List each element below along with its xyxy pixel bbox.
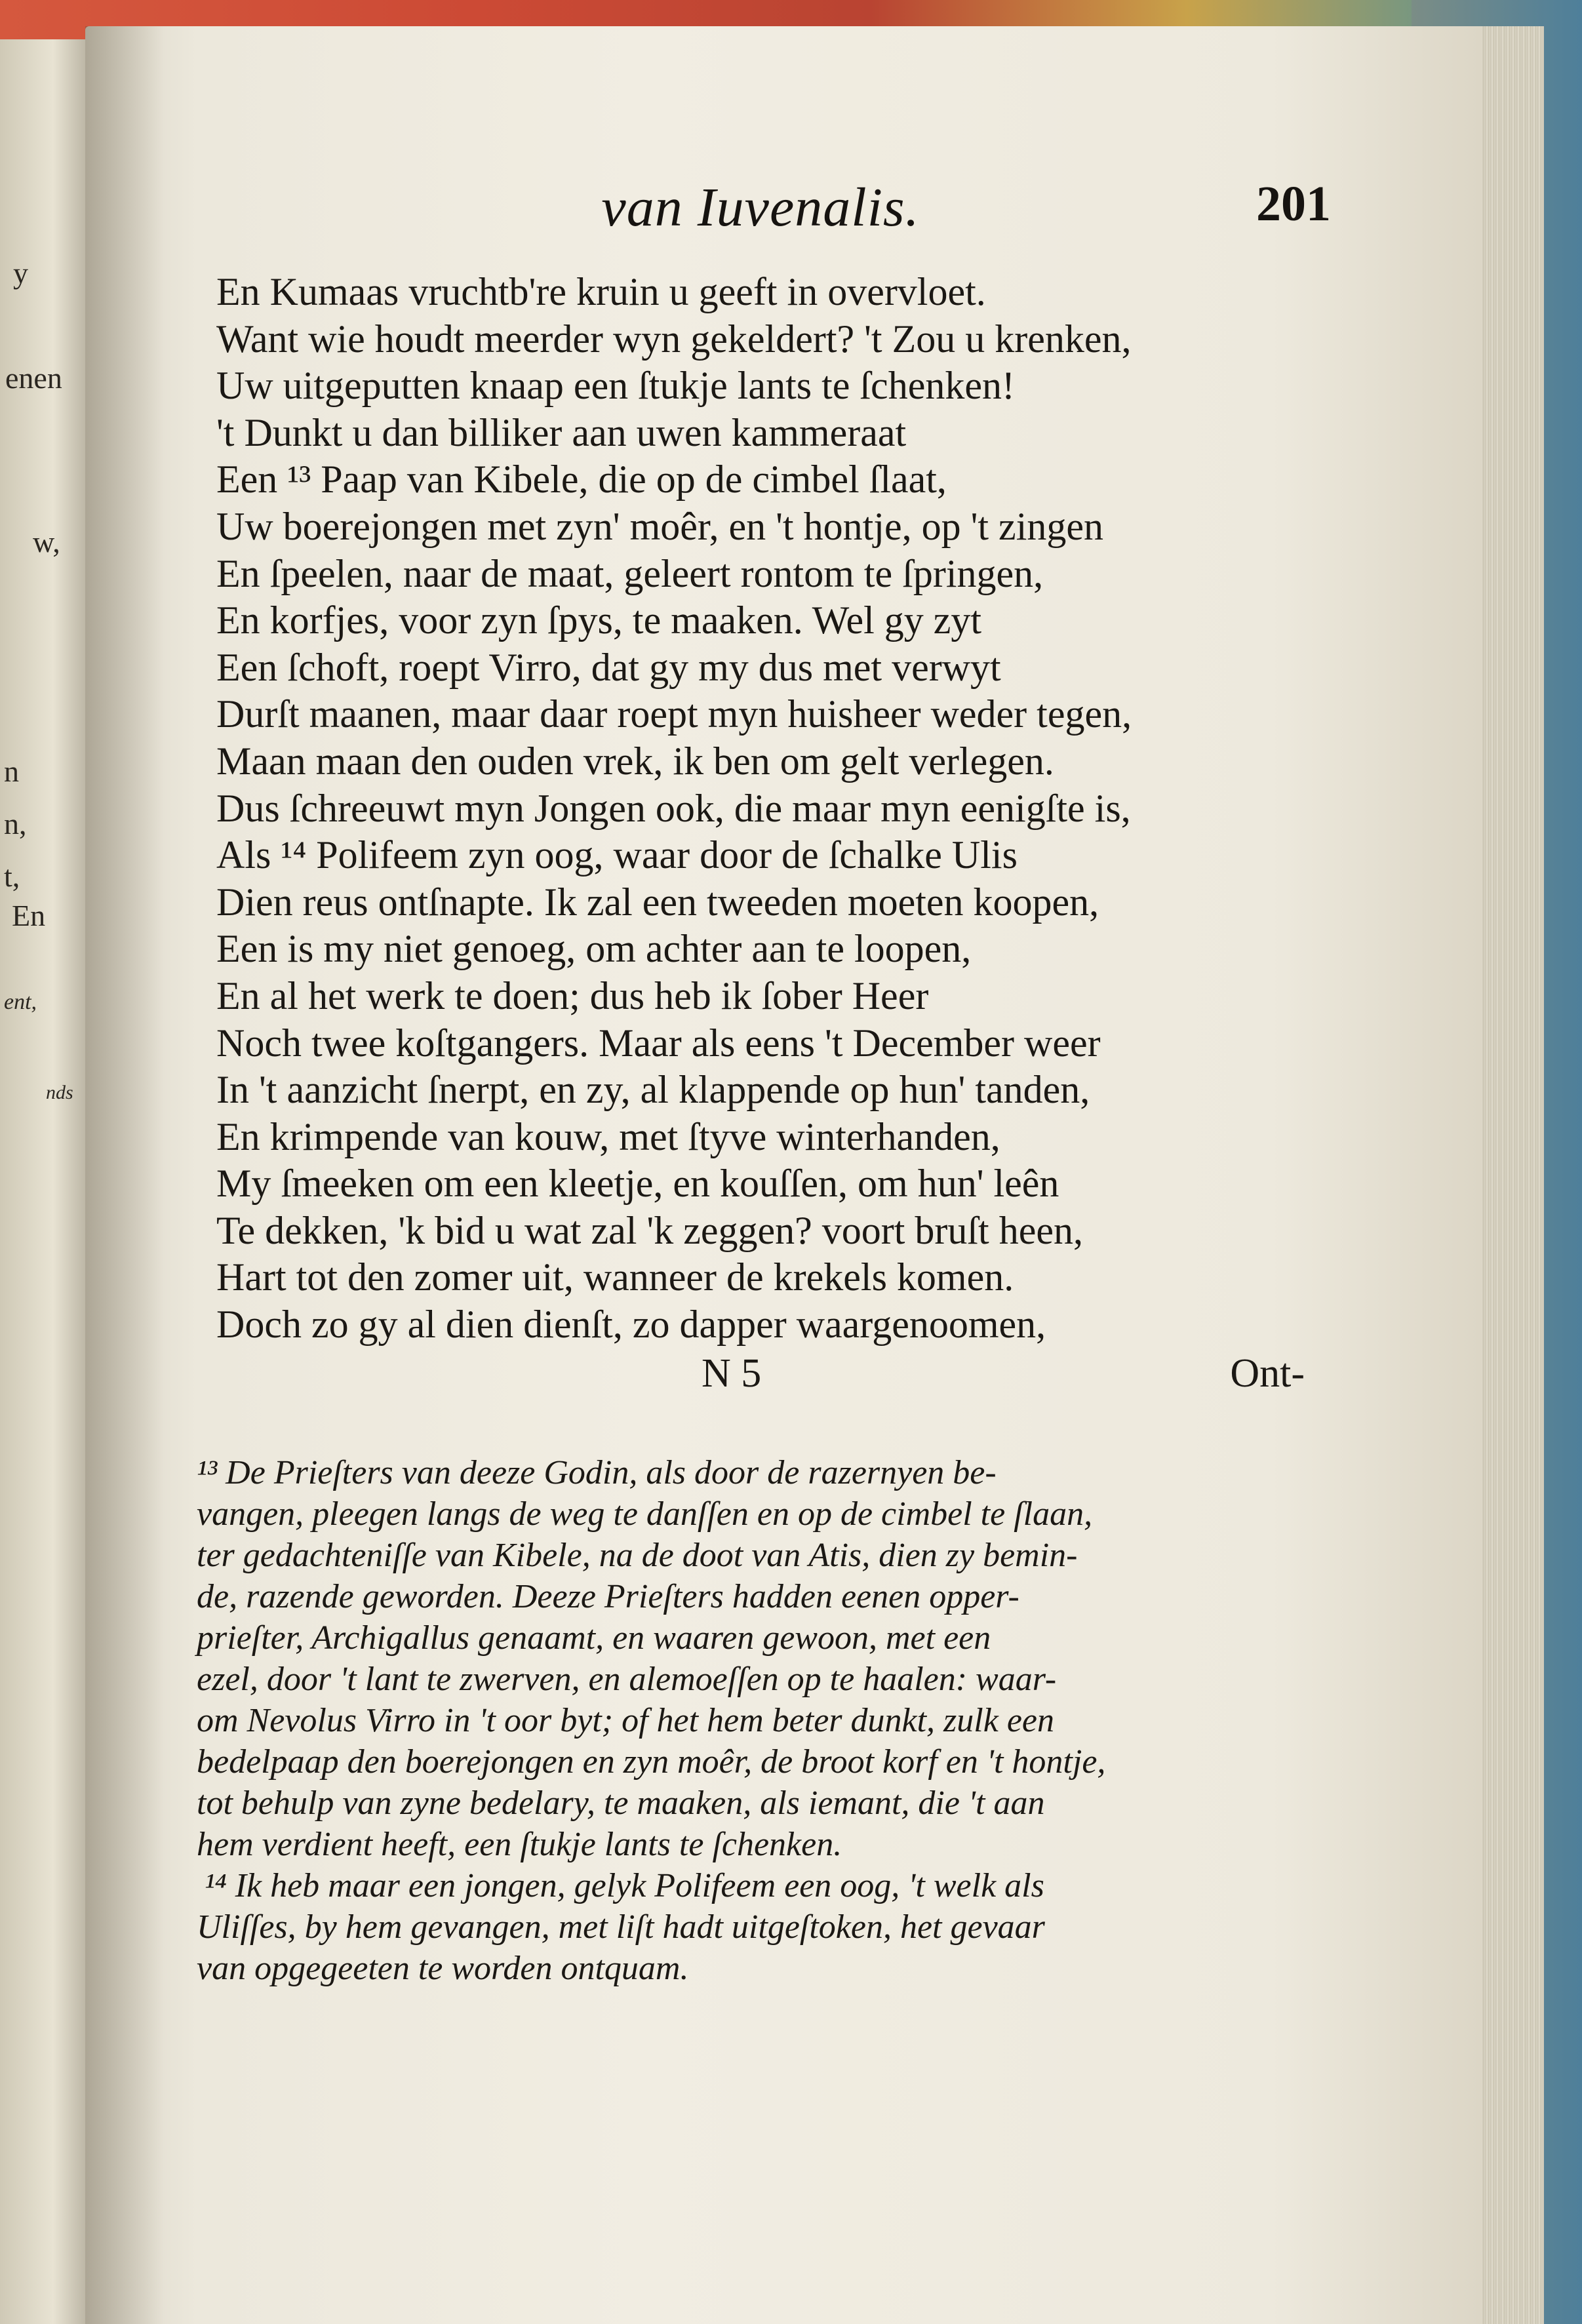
footnote-line: ter gedachteniſſe van Kibele, na de doot van Atis, dien zy bemin- — [197, 1537, 1078, 1574]
verse-line: Noch twee koſtgangers. Maar als eens 't December weer — [216, 1021, 1101, 1065]
footnote-line: vangen, pleegen langs de weg te danſſen en op de cimbel te ſlaan, — [197, 1495, 1093, 1533]
fragment: n — [4, 755, 19, 788]
catchline — [675, 1350, 1305, 1403]
verse-block — [216, 269, 1318, 1349]
verse-line: Maan maan den ouden vrek, ik ben om gelt verlegen. — [216, 739, 1054, 783]
footnote-line: bedelpaap den boerejongen en zyn moêr, de broot korf en 't hontje, — [197, 1743, 1106, 1781]
footnote-line: ¹³ De Prieſters van deeze Godin, als door de razernyen be- — [197, 1454, 997, 1491]
verse-line: En korfjes, voor zyn ſpys, te maaken. Wel gy zyt — [216, 599, 982, 642]
signature-mark: N 5 — [702, 1351, 762, 1396]
fragment: n, — [4, 807, 27, 840]
facing-page-text — [0, 216, 82, 1462]
verse-line: Hart tot den zomer uit, wanneer de krekels komen. — [216, 1255, 1014, 1299]
page-edges — [1478, 26, 1544, 2324]
verse-line: Een ſchoft, roept Virro, dat gy my dus met verwyt — [216, 645, 1001, 689]
verse-line: Durſt maanen, maar daar roept myn huisheer weder tegen, — [216, 692, 1132, 736]
verse-line: My ſmeeken om een kleetje, en kouſſen, om hun' leên — [216, 1162, 1059, 1206]
verse-line: Uw uitgeputten knaap een ſtukje lants te ſchenken! — [216, 364, 1015, 408]
verse-line: Een ¹³ Paap van Kibele, die op de cimbel ſlaat, — [216, 458, 947, 502]
verse-line: Als ¹⁴ Polifeem zyn oog, waar door de ſchalke Ulis — [216, 833, 1018, 877]
running-title: van Iuvenalis. — [601, 177, 920, 238]
footnote-line: de, razende geworden. Deeze Prieſters hadden eenen opper- — [197, 1578, 1019, 1615]
verse-line: En krimpende van kouw, met ſtyve winterhanden, — [216, 1114, 1000, 1158]
page-number: 201 — [1256, 176, 1331, 231]
book-page — [85, 26, 1482, 2324]
footnote-line: hem verdient heeft, een ſtukje lants te ſchenken. — [197, 1826, 842, 1863]
verse-line: En al het werk te doen; dus heb ik ſober Heer — [216, 974, 929, 1017]
footnote-line: Uliſſes, by hem gevangen, met liſt hadt uitgeſtoken, het gevaar — [197, 1908, 1045, 1946]
fragment: t, — [4, 859, 20, 893]
verse-line: Uw boerejongen met zyn' moêr, en 't hontje, op 't zingen — [216, 504, 1103, 548]
verse-line: 't Dunkt u dan billiker aan uwen kammeraat — [216, 410, 907, 454]
verse-line: Doch zo gy al dien dienſt, zo dapper waargenoomen, — [216, 1303, 1046, 1347]
verse-line: En Kumaas vruchtb're kruin u geeft in overvloet. — [216, 270, 986, 313]
catchword: Ont- — [1230, 1351, 1305, 1396]
footnote-line: ¹⁴ Ik heb maar een jongen, gelyk Polifeem een oog, 't welk als — [205, 1867, 1044, 1904]
fragment: ent, — [4, 990, 37, 1014]
verse-line: In 't aanzicht ſnerpt, en zy, al klappende op hun' tanden, — [216, 1068, 1090, 1112]
fragment: nds — [46, 1082, 73, 1103]
footnote-line: prieſter, Archigallus genaamt, en waaren gewoon, met een — [197, 1619, 991, 1657]
verse-line: Dus ſchreeuwt myn Jongen ook, die maar myn eenigſte is, — [216, 786, 1131, 830]
verse-line: Dien reus ontſnapte. Ik zal een tweeden moeten koopen, — [216, 880, 1099, 924]
footnote-line: ezel, door 't lant te zwerven, en alemoeſſen op te haalen: waar- — [197, 1661, 1057, 1698]
footnotes — [197, 1452, 1305, 1989]
footnote-line: tot behulp van zyne bedelary, te maaken, als iemant, die 't aan — [197, 1784, 1045, 1822]
verse-line: Te dekken, 'k bid u wat zal 'k zeggen? voort bruſt heen, — [216, 1208, 1083, 1252]
footnote-line: van opgegeeten te worden ontquam. — [197, 1950, 689, 1987]
fragment: enen — [5, 361, 62, 395]
fragment: En — [12, 899, 46, 932]
verse-line: Een is my niet genoeg, om achter aan te loopen, — [216, 927, 972, 971]
fragment: w, — [33, 525, 60, 559]
verse-line: Want wie houdt meerder wyn gekeldert? 't Zou u krenken, — [216, 317, 1132, 361]
footnote-line: om Nevolus Virro in 't oor byt; of het hem beter dunkt, zulk een — [197, 1702, 1054, 1739]
fragment: y — [13, 256, 28, 290]
verse-line: En ſpeelen, naar de maat, geleert rontom te ſpringen, — [216, 551, 1044, 595]
